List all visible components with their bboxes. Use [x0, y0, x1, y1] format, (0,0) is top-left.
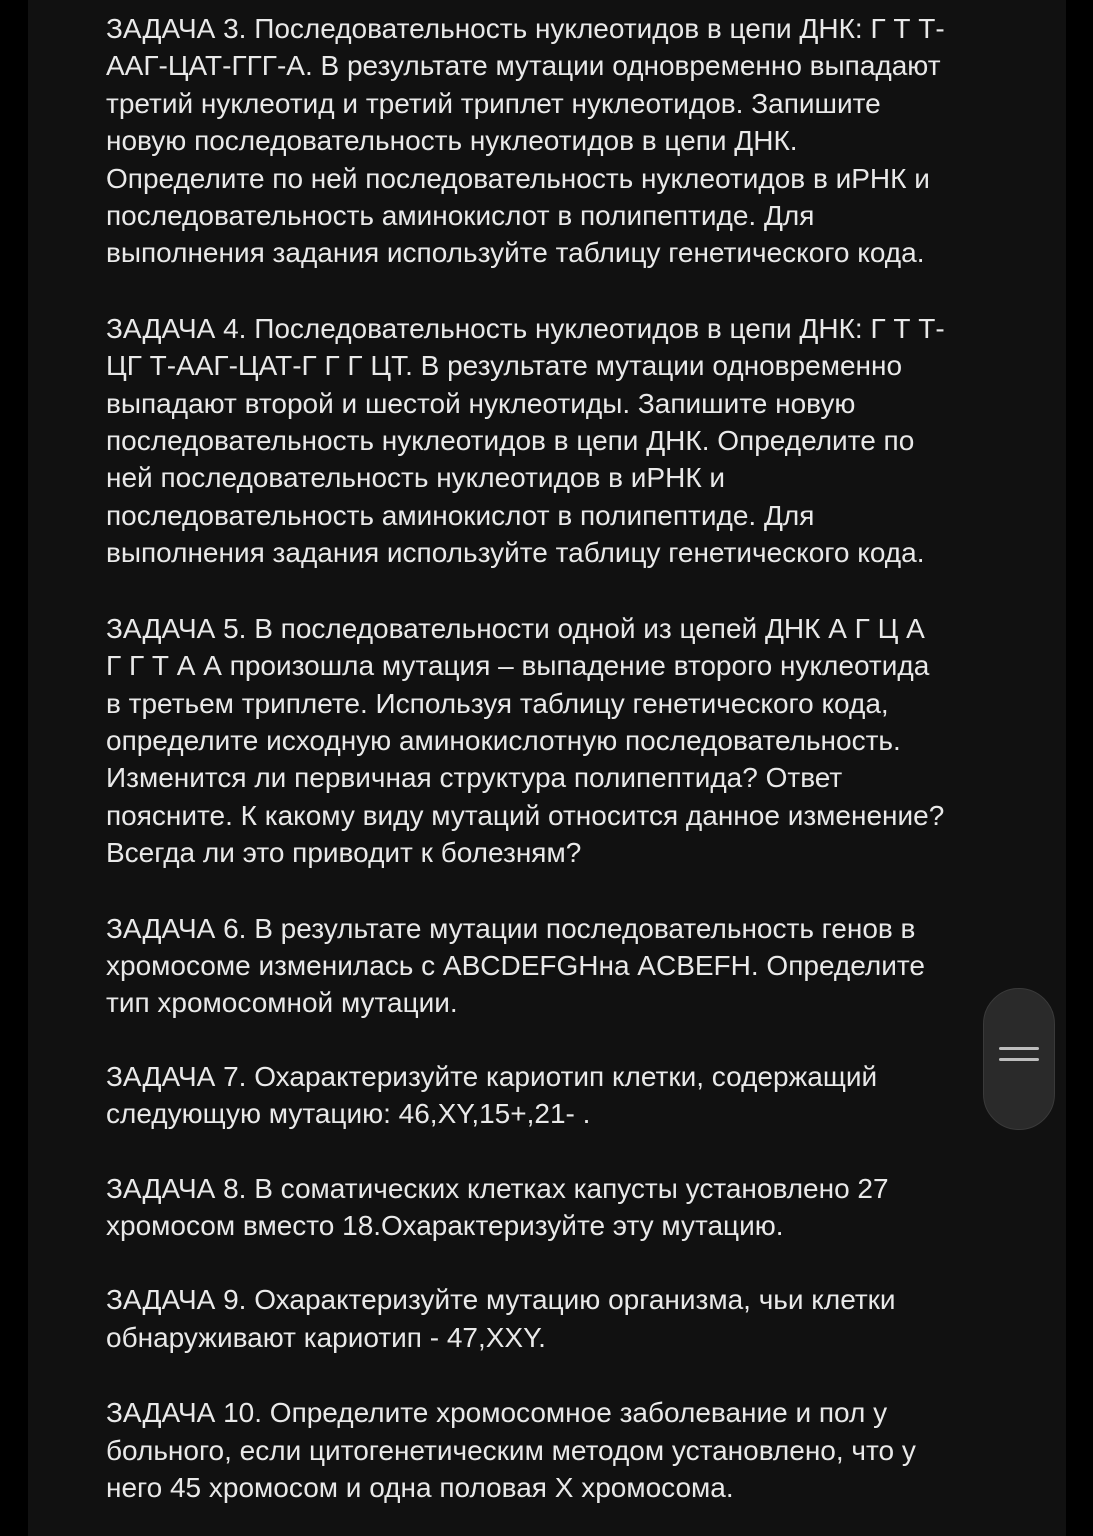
paragraph-spacer: [106, 1022, 996, 1058]
drag-handle-icon: [999, 1047, 1039, 1050]
task-5: [106, 610, 996, 872]
task-4-text: ЗАДАЧА 4. Последовательность нуклеотидов в цепи ДНК: Г Т Т- ЦГ Т-ААГ-ЦАТ-Г Г Г ЦТ. В результате мутации одновременно выпадают второй и шестой нуклеотиды. Запишите новую последовательность нуклеотидов в цепи ДНК. Определите по ней последовательность нуклеотидов в иРНК и последовательность аминокислот в полипептиде. Для выполнения задания используйте таблицу генетического кода.: [106, 312, 945, 569]
paragraph-spacer: [106, 572, 996, 610]
task-4: [106, 310, 996, 572]
task-8: [106, 1170, 996, 1245]
paragraph-spacer: [106, 1133, 996, 1170]
paragraph-spacer: [106, 1244, 996, 1281]
task-10-text: ЗАДАЧА 10. Определите хромосомное заболевание и пол у больного, если цитогенетическим методом установлено, что у него 45 хромосом и одна половая Х хромосома.: [106, 1397, 916, 1503]
scroll-handle[interactable]: [983, 988, 1055, 1130]
task-6-text: ЗАДАЧА 6. В результате мутации последовательность генов в хромосоме изменилась с ABCDEFGHна ACBEFH. Определите тип хромосомной мутации.: [106, 912, 925, 1019]
task-5-text: ЗАДАЧА 5. В последовательности одной из цепей ДНК А Г Ц А Г Г Т А А произошла мутация – выпадение второго нуклеотида в третьем триплете. Используя таблицу генетического кода, определите исходную аминокислотную последовательность. Изменится ли первичная структура полипептида? Ответ поясните. К какому виду мутаций относится данное изменение? Всегда ли это приводит к болезням?: [106, 612, 945, 869]
task-7: [106, 1058, 996, 1133]
task-3-text: ЗАДАЧА 3. Последовательность нуклеотидов в цепи ДНК: Г Т Т- ААГ-ЦАТ-ГГГ-А. В результате мутации одновременно выпадают третий нуклеотид и третий триплет нуклеотидов. Запишите новую последовательность нуклеотидов в цепи ДНК. Определите по ней последовательность нуклеотидов в иРНК и последовательность аминокислот в полипептиде. Для выполнения задания используйте таблицу генетического кода.: [106, 13, 945, 269]
task-8-text: ЗАДАЧА 8. В соматических клетках капусты установлено 27 хромосом вместо 18.Охарактеризуйте эту мутацию.: [106, 1172, 889, 1241]
task-3: [106, 10, 996, 272]
paragraph-spacer: [106, 1356, 996, 1394]
task-7-text: ЗАДАЧА 7. Охарактеризуйте кариотип клетки, содержащий следующую мутацию: 46,XY,15+,21- .: [106, 1060, 878, 1130]
document-content: [106, 10, 996, 1506]
drag-handle-icon: [999, 1058, 1039, 1061]
task-10: [106, 1394, 996, 1506]
task-9: [106, 1281, 996, 1356]
task-6: [106, 910, 996, 1022]
task-9-text: ЗАДАЧА 9. Охарактеризуйте мутацию организма, чьи клетки обнаруживают кариотип - 47,XXY.: [106, 1284, 896, 1353]
paragraph-spacer: [106, 272, 996, 310]
paragraph-spacer: [106, 872, 996, 910]
